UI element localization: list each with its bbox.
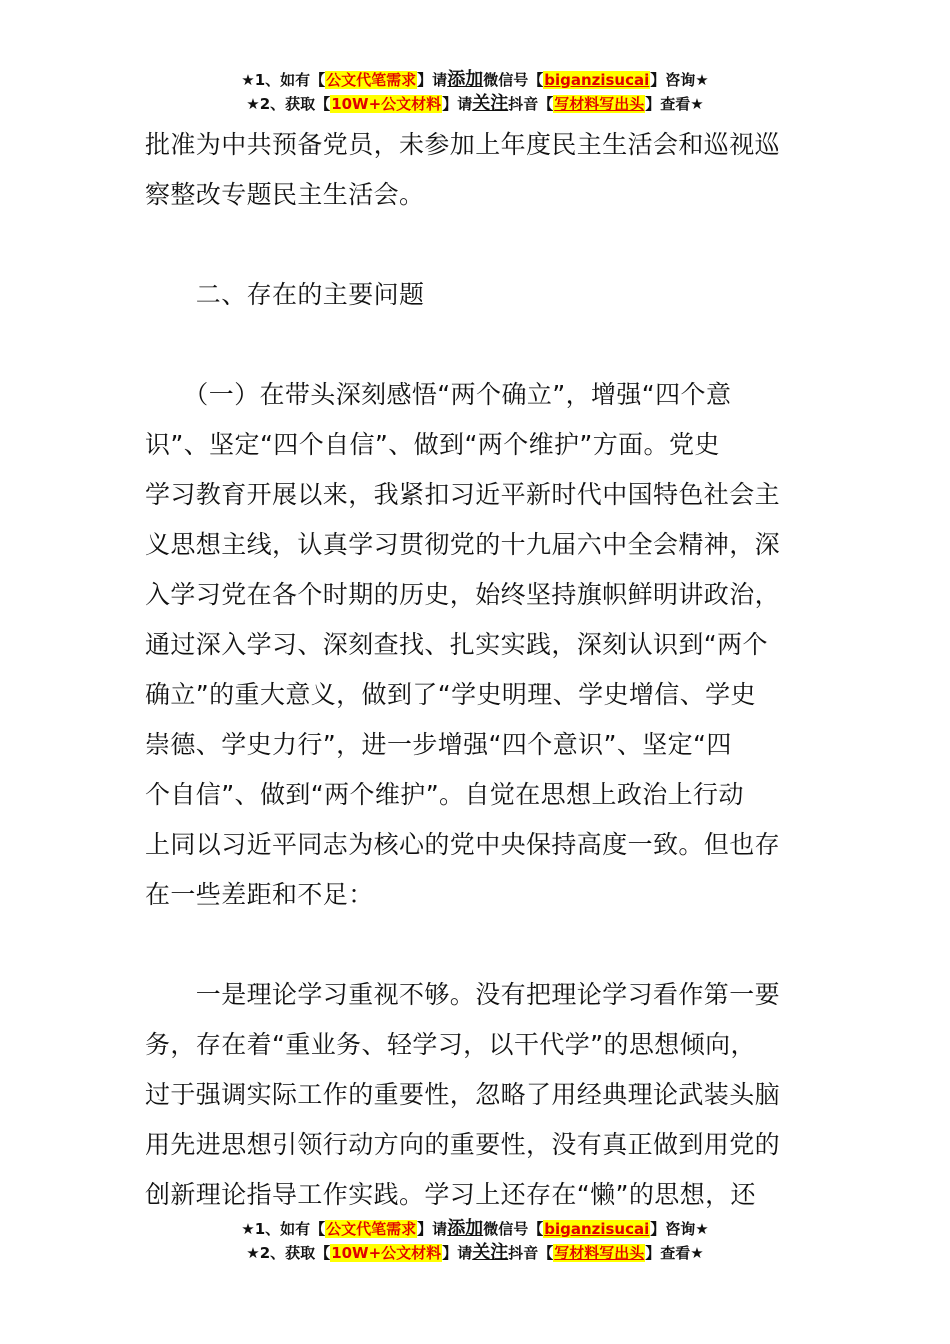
text-line: 在一些差距和不足： [145,880,374,909]
paragraph-3 [145,970,810,1220]
text-line: 创新理论指导工作实践。学习上还存在“懒”的思想，还 [145,1180,756,1209]
section-heading: 二、存在的主要问题 [145,280,425,309]
text-line: 务，存在着“重业务、轻学习，以干代学”的思想倾向， [145,1030,756,1059]
header-banner [0,68,950,116]
footer-banner [0,1217,950,1265]
text-line: 察整改专题民主生活会。 [145,180,425,209]
banner-line-1: ★1、如有【公文代笔需求】请添加微信号【biganzisucai】咨询★ [241,69,709,90]
text-line: 上同以习近平同志为核心的党中央保持高度一致。但也存 [145,830,781,859]
banner-line-2: ★2、获取【10W+公文材料】请关注抖音【写材料写出头】查看★ [246,93,704,114]
text-line: 过于强调实际工作的重要性，忽略了用经典理论武装头脑 [145,1080,781,1109]
document-body [145,120,810,1220]
paragraph-1 [145,120,810,220]
text-line: 批准为中共预备党员，未参加上年度民主生活会和巡视巡 [145,130,781,159]
text-line: 一是理论学习重视不够。没有把理论学习看作第一要 [145,980,781,1009]
text-line: 通过深入学习、深刻查找、扎实实践，深刻认识到“两个 [145,630,768,659]
text-line: 崇德、学史力行”，进一步增强“四个意识”、坚定“四 [145,730,732,759]
banner-line-1: ★1、如有【公文代笔需求】请添加微信号【biganzisucai】咨询★ [241,1218,709,1239]
banner-line-2: ★2、获取【10W+公文材料】请关注抖音【写材料写出头】查看★ [246,1242,704,1263]
text-line: 确立”的重大意义，做到了“学史明理、学史增信、学史 [145,680,756,709]
text-line: 义思想主线，认真学习贯彻党的十九届六中全会精神，深 [145,530,781,559]
text-line: 学习教育开展以来，我紧扣习近平新时代中国特色社会主 [145,480,781,509]
text-line: 个自信”、做到“两个维护”。自觉在思想上政治上行动 [145,780,744,809]
text-line: （一）在带头深刻感悟“两个确立”，增强“四个意 [145,380,732,409]
text-line: 识”、坚定“四个自信”、做到“两个维护”方面。党史 [145,430,720,459]
paragraph-2 [145,370,810,920]
text-line: 用先进思想引领行动方向的重要性，没有真正做到用党的 [145,1130,781,1159]
text-line: 入学习党在各个时期的历史，始终坚持旗帜鲜明讲政治， [145,580,781,609]
